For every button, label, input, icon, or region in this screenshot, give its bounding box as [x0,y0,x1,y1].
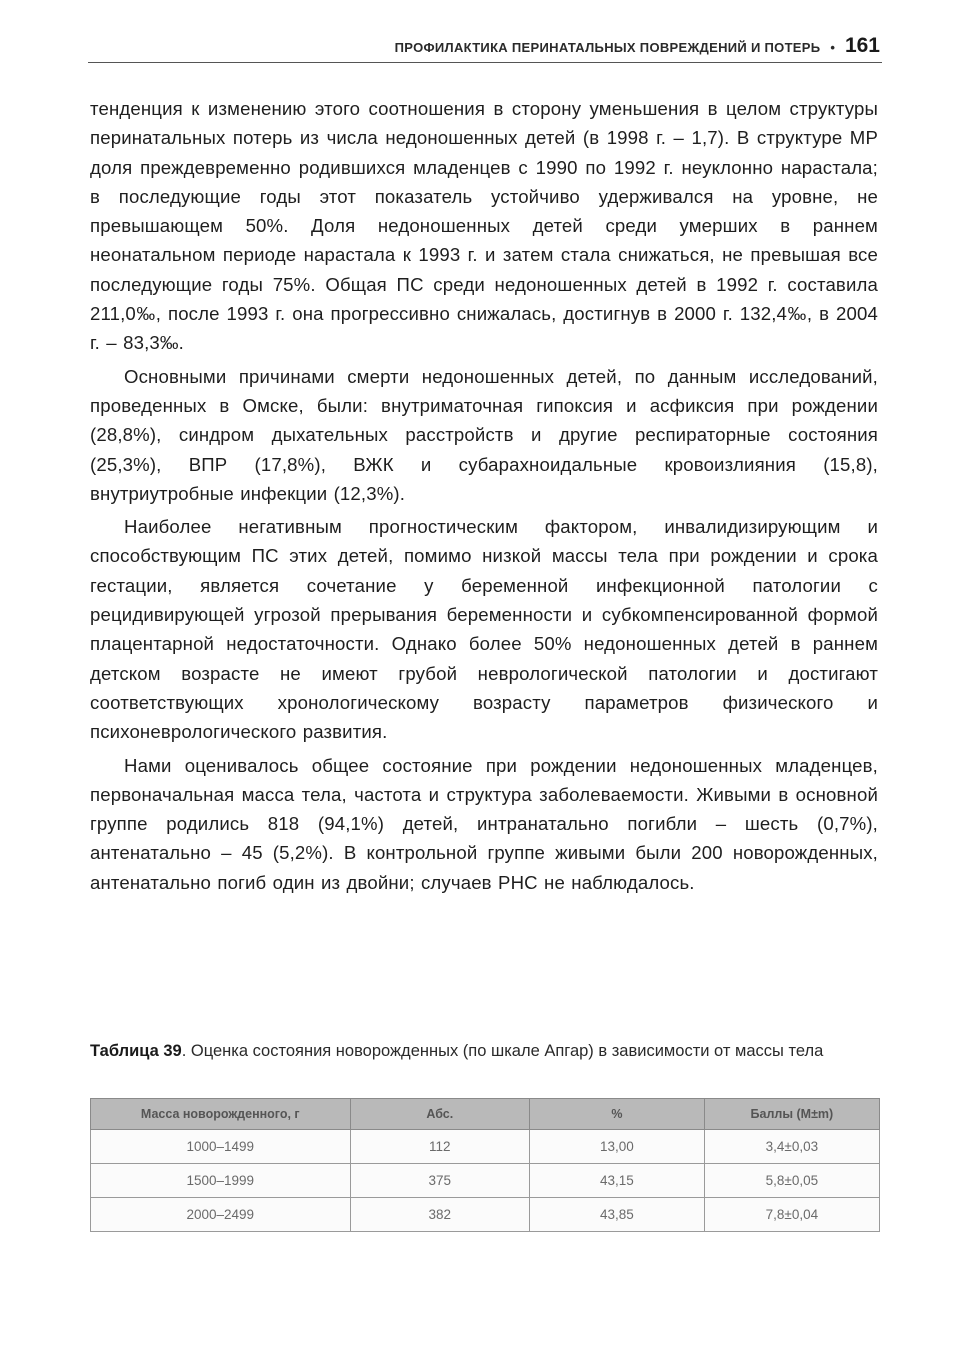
paragraph-study-results: Нами оценивалось общее состояние при рождении недоношенных младенцев, первоначальная масса тела, частота и структура заболеваемости. Живыми в основной группе родились 818 (94,1%) детей, интранатально погибли – шесть (0,7%), антенатально – 45 (5,2%). В контрольной группе живыми были 200 новорожденных, антенатально погиб один из двойни; случаев РНС не наблюдалось. [90,754,878,893]
cell-mass: 1500–1999 [91,1164,351,1198]
header-percent: % [530,1099,705,1130]
table-header-row [91,1099,880,1130]
table-caption [90,1038,880,1064]
header-mass: Масса новорожденного, г [91,1099,351,1130]
cell-mass: 2000–2499 [91,1198,351,1232]
cell-abs: 112 [350,1130,529,1164]
table-row [91,1164,880,1198]
header-abs: Абс. [350,1099,529,1130]
body-text [90,94,878,901]
cell-abs: 382 [350,1198,529,1232]
cell-score: 5,8±0,05 [704,1164,879,1198]
paragraph-prognostic-factors: Наиболее негативным прогностическим фактором, инвалидизирующим и способствующим ПС этих детей, помимо низкой массы тела при рождении и срока гестации, является сочетание у беременной инфекционной патологии с рецидивирующей угрозой прерывания беременности и субкомпенсированной формой плацентарной недостаточности. Однако более 50% недоношенных детей в раннем детском возрасте не имеют грубой неврологической патологии и достигают соответствующих хронологическому возрасту параметров физического и психоневрологического развития. [90,516,878,743]
cell-percent: 43,85 [530,1198,705,1232]
running-title: ПРОФИЛАКТИКА ПЕРИНАТАЛЬНЫХ ПОВРЕЖДЕНИЙ И ПОТЕРЬ [394,40,821,55]
table-caption-number: Таблица 39 [90,1042,182,1060]
header-rule [88,62,882,63]
page-number: 161 [844,34,880,57]
cell-score: 7,8±0,04 [704,1198,879,1232]
cell-abs: 375 [350,1164,529,1198]
cell-percent: 43,15 [530,1164,705,1198]
cell-score: 3,4±0,03 [704,1130,879,1164]
header-score: Баллы (M±m) [704,1099,879,1130]
running-header [90,34,880,64]
header-separator: • [830,40,835,55]
paragraph-causes-of-death: Основными причинами смерти недоношенных детей, по данным исследований, проведенных в Омске, были: внутриматочная гипоксия и асфиксия при рождении (28,8%), синдром дыхательных расстройств и другие респираторные состояния (25,3%), ВПР (17,8%), ВЖК и субарахноидальные кровоизлияния (15,8), внутриутробные инфекции (12,3%). [90,365,878,504]
paragraph-continuation: тенденция к изменению этого соотношения в сторону уменьшения в целом структуры перинатальных потерь из числа недоношенных детей (в 1998 г. – 1,7). В структуре МР доля преждевременно родившихся младенцев с 1990 по 1992 г. неуклонно нарастала; в последующие годы этот показатель устойчиво удерживался на уровне, не превышающем 50%. Доля недоношенных детей среди умерших в раннем неонатальном периоде нарастала к 1993 г. и затем стала снижаться, не превышая все последующие годы 75%. Общая ПС среди недоношенных детей в 1992 г. составила 211,0‰, после 1993 г. она прогрессивно снижалась, достигнув в 2000 г. 132,4‰, в 2004 г. – 83,3‰. [90,98,878,354]
apgar-table [90,1098,880,1232]
cell-mass: 1000–1499 [91,1130,351,1164]
cell-percent: 13,00 [530,1130,705,1164]
table-row [91,1198,880,1232]
table-row [91,1130,880,1164]
table-caption-text: . Оценка состояния новорожденных (по шкале Апгар) в зависимости от массы тела [181,1042,824,1060]
